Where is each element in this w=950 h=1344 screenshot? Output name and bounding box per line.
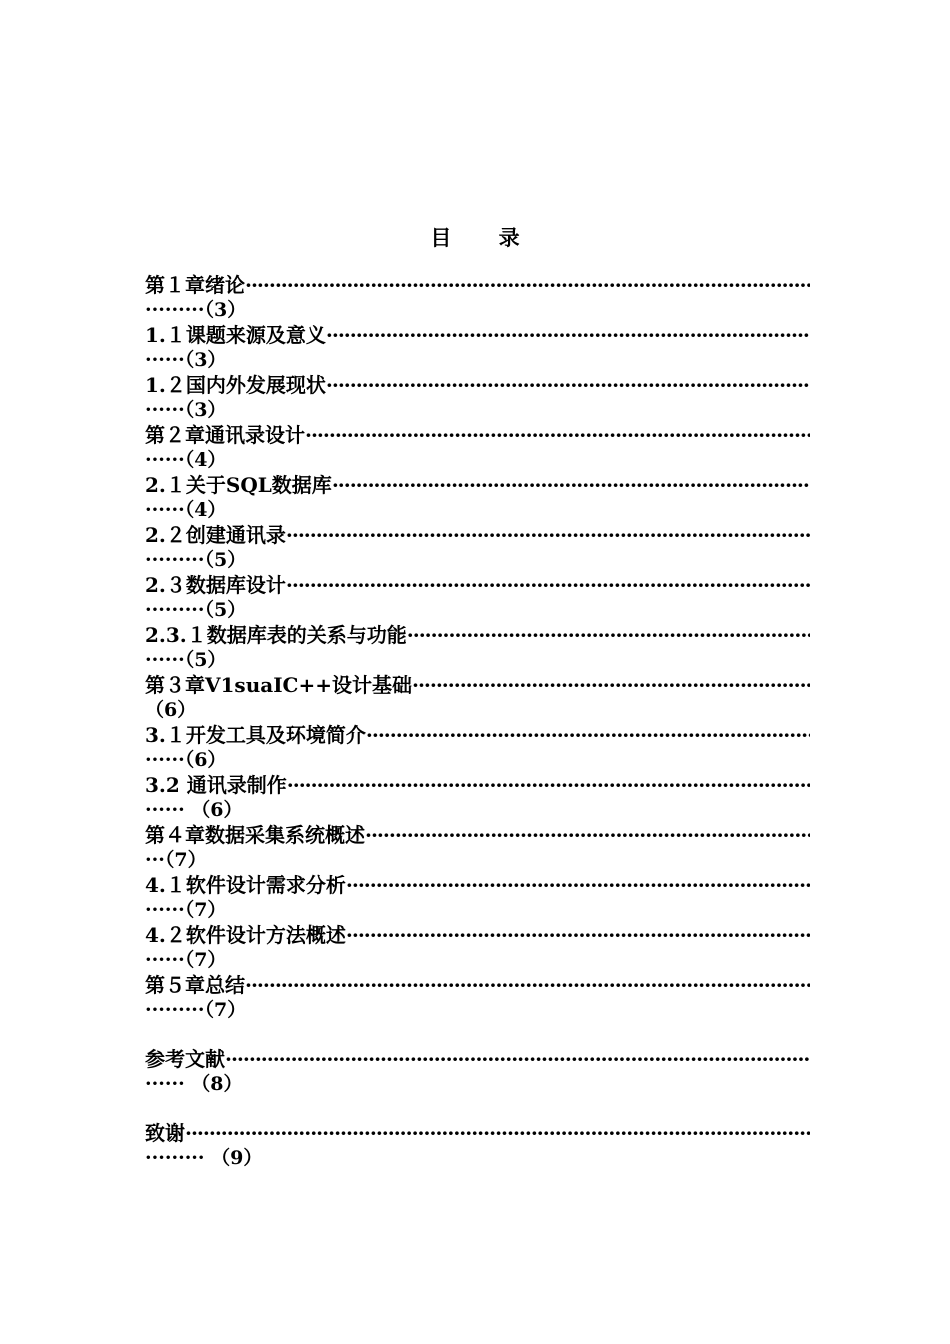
toc-entry-page: ······（3）	[145, 399, 227, 421]
toc-entry	[145, 1120, 810, 1170]
toc-entry	[145, 1046, 810, 1096]
toc-entry	[145, 722, 810, 772]
dot-leader	[407, 622, 810, 648]
dot-leader	[412, 672, 810, 698]
toc-entry-title: 第５章总结	[145, 973, 245, 997]
toc-entry-page: ·········（3）	[145, 299, 247, 321]
toc-entry	[145, 472, 810, 522]
toc-entry-title: 2.２创建通讯录	[145, 523, 286, 547]
dot-leader	[326, 372, 810, 398]
toc-entry	[145, 522, 810, 572]
dot-leader	[346, 872, 810, 898]
toc-title: 目 录	[430, 225, 540, 250]
toc-entry	[145, 422, 810, 472]
toc-entry-title: 第２章通讯录设计	[145, 423, 305, 447]
toc-entry-page: ······（7）	[145, 949, 227, 971]
toc-entry-page: ······（5）	[145, 649, 227, 671]
dot-leader	[245, 272, 810, 298]
toc-entry-title: 1.２国内外发展现状	[145, 373, 326, 397]
toc-entry-page: ······ （8）	[145, 1073, 243, 1095]
toc-entry-page: ·········（5）	[145, 549, 247, 571]
toc-entry	[145, 972, 810, 1022]
toc-entry-title: 2.３数据库设计	[145, 573, 286, 597]
toc-entry-page: ········· （9）	[145, 1147, 263, 1169]
toc-entry	[145, 322, 810, 372]
toc-entry-title: 参考文献	[145, 1047, 225, 1071]
toc-entry	[145, 622, 810, 672]
dot-leader	[366, 722, 810, 748]
dot-leader	[286, 572, 810, 598]
toc-entry-title: 第３章V1suaIC++设计基础	[145, 673, 412, 697]
toc-entry-title: 2.１关于SQL数据库	[145, 473, 332, 497]
toc-entry-title: 3.１开发工具及环境简介	[145, 723, 366, 747]
toc-entry	[145, 272, 810, 322]
toc-entry-page: ···（7）	[145, 849, 207, 871]
toc-entry-title: 4.１软件设计需求分析	[145, 873, 346, 897]
toc-entry	[145, 822, 810, 872]
toc-entry-title: 3.2 通讯录制作	[145, 773, 287, 797]
toc-entry-page: （6）	[145, 699, 197, 721]
toc-entry	[145, 922, 810, 972]
toc-entry-page: ······（6）	[145, 749, 227, 771]
toc-entry	[145, 572, 810, 622]
toc-entry-title: 2.3.１数据库表的关系与功能	[145, 623, 407, 647]
toc-entry-title: 第１章绪论	[145, 273, 245, 297]
toc-entry-page: ······（7）	[145, 899, 227, 921]
dot-leader	[332, 472, 810, 498]
toc-entry-title: 1.１课题来源及意义	[145, 323, 326, 347]
dot-leader	[346, 922, 810, 948]
toc-entry	[145, 672, 810, 722]
dot-leader	[326, 322, 810, 348]
dot-leader	[245, 972, 810, 998]
toc-entry-page: ······（4）	[145, 449, 227, 471]
toc-entry-title: 4.２软件设计方法概述	[145, 923, 346, 947]
dot-leader	[287, 772, 810, 798]
toc-entry-page: ······ （6）	[145, 799, 243, 821]
dot-leader	[365, 822, 810, 848]
toc-list	[145, 272, 810, 1170]
dot-leader	[286, 522, 810, 548]
toc-entry-title: 第４章数据采集系统概述	[145, 823, 365, 847]
toc-entry-page: ······（3）	[145, 349, 227, 371]
toc-entry-title: 致谢	[145, 1121, 185, 1145]
toc-entry-page: ·········（5）	[145, 599, 247, 621]
toc-entry	[145, 772, 810, 822]
toc-entry-page: ·········（7）	[145, 999, 247, 1021]
dot-leader	[305, 422, 810, 448]
dot-leader	[185, 1120, 810, 1146]
toc-entry-page: ······（4）	[145, 499, 227, 521]
toc-entry	[145, 372, 810, 422]
dot-leader	[225, 1046, 810, 1072]
toc-entry	[145, 872, 810, 922]
